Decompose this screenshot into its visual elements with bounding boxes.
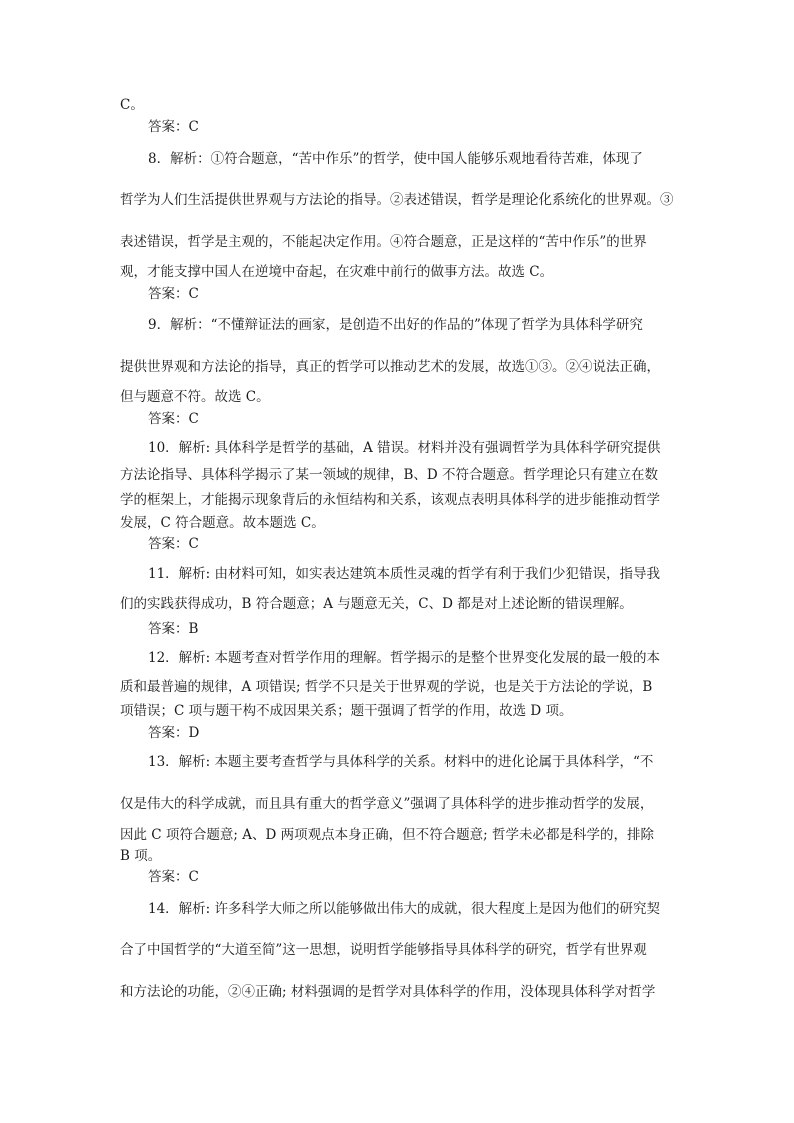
text-line: 和方法论的功能，②④正确; 材料强调的是哲学对具体科学的作用，没体现具体科学对哲学	[120, 984, 656, 1000]
answer-line: 答案：C	[148, 286, 199, 302]
text-line: 项错误；C 项与题干构不成因果关系；题干强调了哲学的作用，故选 D 项。	[120, 703, 573, 719]
text-line: 仅是伟大的科学成就，而且具有重大的哲学意义”强调了具体科学的进步推动哲学的发展，	[120, 796, 654, 812]
answer-line: 答案：C	[148, 536, 199, 552]
text-line: B 项。	[120, 848, 162, 864]
text-line: 方法论指导、具体科学揭示了某一领域的规律，B、D 不符合题意。哲学理论只有建立在数	[120, 467, 659, 483]
text-line: 观，才能支撑中国人在逆境中奋起，在灾难中前行的做事方法。故选 C。	[120, 264, 554, 280]
text-line: 学的框架上，才能揭示现象背后的永恒结构和关系，该观点表明具体科学的进步能推动哲学	[120, 492, 660, 508]
text-line: 但与题意不符。故选 C。	[120, 389, 270, 405]
analysis-line: 14．解析: 许多科学大师之所以能够做出伟大的成就，很大程度上是因为他们的研究契	[148, 901, 661, 917]
answer-line: 答案：B	[148, 621, 199, 637]
analysis-line: 8．解析：①符合题意，“苦中作乐”的哲学，使中国人能够乐观地看待苦难，体现了	[148, 151, 643, 167]
text-line: 提供世界观和方法论的指导，真正的哲学可以推动艺术的发展，故选①③。②④说法正确，	[120, 359, 660, 375]
text-line: C。	[120, 97, 144, 113]
answer-line: 答案：C	[148, 411, 199, 427]
text-line: 发展，C 符合题意。故本题选 C。	[120, 515, 325, 531]
analysis-line: 12．解析: 本题考查对哲学作用的理解。哲学揭示的是整个世界变化发展的最一般的本	[148, 650, 661, 666]
analysis-line: 11．解析: 由材料可知，如实表达建筑本质性灵魂的哲学有利于我们少犯错误，指导我	[148, 566, 661, 582]
answer-line: 答案：D	[148, 725, 200, 741]
analysis-line: 10．解析: 具体科学是哲学的基础，A 错误。材料并没有强调哲学为具体科学研究提供	[148, 440, 661, 456]
answer-line: 答案：C	[148, 869, 199, 885]
text-line: 哲学为人们生活提供世界观与方法论的指导。②表述错误，哲学是理论化系统化的世界观。③	[120, 192, 674, 208]
text-line: 因此 C 项符合题意; A、D 两项观点本身正确，但不符合题意; 哲学未必都是科学的，排除	[120, 827, 654, 843]
answer-line: 答案：C	[148, 119, 199, 135]
analysis-line: 9．解析：“不懂辩证法的画家，是创造不出好的作品的”体现了哲学为具体科学研究	[148, 317, 643, 333]
text-line: 质和最普遍的规律，A 项错误; 哲学不只是关于世界观的学说，也是关于方法论的学说，B	[120, 679, 653, 695]
analysis-line: 13．解析: 本题主要考查哲学与具体科学的关系。材料中的进化论属于具体科学，“不	[148, 754, 654, 770]
text-line: 们的实践获得成功，B 符合题意；A 与题意无关，C、D 都是对上述论断的错误理解。	[120, 596, 633, 612]
text-line: 合了中国哲学的“大道至简”这一思想，说明哲学能够指导具体科学的研究，哲学有世界观	[120, 942, 647, 958]
text-line: 表述错误，哲学是主观的，不能起决定作用。④符合题意，正是这样的“苦中作乐”的世界	[120, 234, 647, 250]
